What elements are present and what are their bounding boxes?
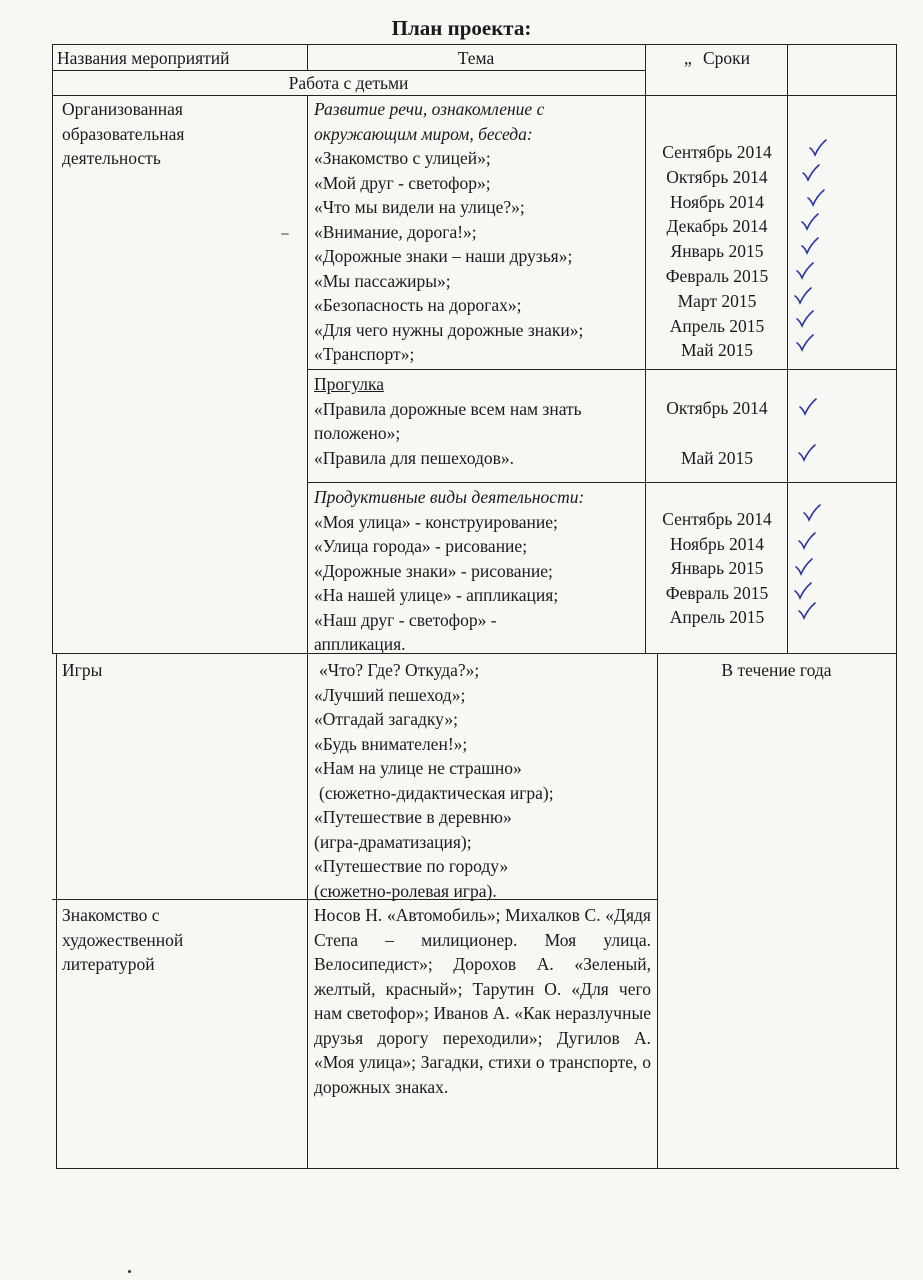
games-date: В течение года [721,660,832,680]
speech-dates: Сентябрь 2014 Октябрь 2014 Ноябрь 2014 Декабрь 2014 Январь 2015 Февраль 2015 Март 2015 Апрель 2015 Май 2015 [662,142,772,361]
walk-date-2: Май 2015 [680,448,754,468]
check-mark-icon [800,212,820,232]
scan-speck [128,1270,131,1273]
games-topics: «Что? Где? Откуда?»; «Лучший пешеход»; «Отгадай загадку»; «Будь внимателен!»; «Нам на улице не страшно» (сюжетно-дидактическая игра); «Путешествие в деревню» (игра-драматизация); «Путешествие по городу» (сюжетно-ролевая игра). [314,660,554,901]
check-mark-icon [806,188,826,208]
check-mark-icon [797,601,817,621]
productive-topics: Продуктивные виды деятельности: «Моя улица» - конструирование; «Улица города» - рисование; «Дорожные знаки» - рисование; «На нашей улице» - аппликация; «Наш друг - светофор» - аппликация. [314,487,585,654]
scan-speck [281,233,289,235]
check-mark-icon [793,286,813,306]
section-title: Работа с детьми [288,73,409,93]
check-mark-icon [793,581,813,601]
header-events: Названия мероприятий [57,48,230,68]
literature-text: Носов Н. «Автомобиль»; Михалков С. «Дядя Степа – милиционер. Моя улица. Велосипедист»; Дорохов А. «Зеленый, желтый, красный»; Тарутин О. «Для чего нам светофор»; Иванов А. «Как неразлучные друзья дорогу переходили»; Дугилов А. «Моя улица»; Загадки, стихи о транспорте, о дорожных знаках. [314,905,651,1097]
walk-topics: Прогулка «Правила дорожные всем нам знать положено»; «Правила для пешеходов». [314,374,582,468]
header-topic: Тема [457,48,495,68]
page-title: План проекта: [391,16,532,40]
check-mark-icon [794,557,814,577]
check-mark-icon [808,138,828,158]
check-mark-icon [800,236,820,256]
games-name: Игры [62,660,103,680]
speech-topics: Развитие речи, ознакомление с окружающим миром, беседа: «Знакомство с улицей»; «Мой друг - светофор»; «Что мы видели на улице?»; «Внимание, дорога!»; «Дорожные знаки – наши друзья»; «Мы пассажиры»; «Безопасность на дорогах»; «Для чего нужны дорожные знаки»; «Транспорт»; [314,99,584,364]
check-mark-icon [801,163,821,183]
check-mark-icon [795,309,815,329]
check-mark-icon [798,397,818,417]
literature-name: Знакомство с художественной литературой [62,905,184,974]
check-mark-icon [795,261,815,281]
header-mark: „ [684,48,692,68]
walk-date-1: Октябрь 2014 [666,398,768,418]
header-dates: Сроки [703,48,751,68]
check-mark-icon [802,503,822,523]
check-mark-icon [797,443,817,463]
ood-name: Организованная образовательная деятельность [62,99,185,168]
check-mark-icon [795,333,815,353]
check-mark-icon [797,531,817,551]
productive-dates: Сентябрь 2014 Ноябрь 2014 Январь 2015 Февраль 2015 Апрель 2015 [662,509,772,627]
